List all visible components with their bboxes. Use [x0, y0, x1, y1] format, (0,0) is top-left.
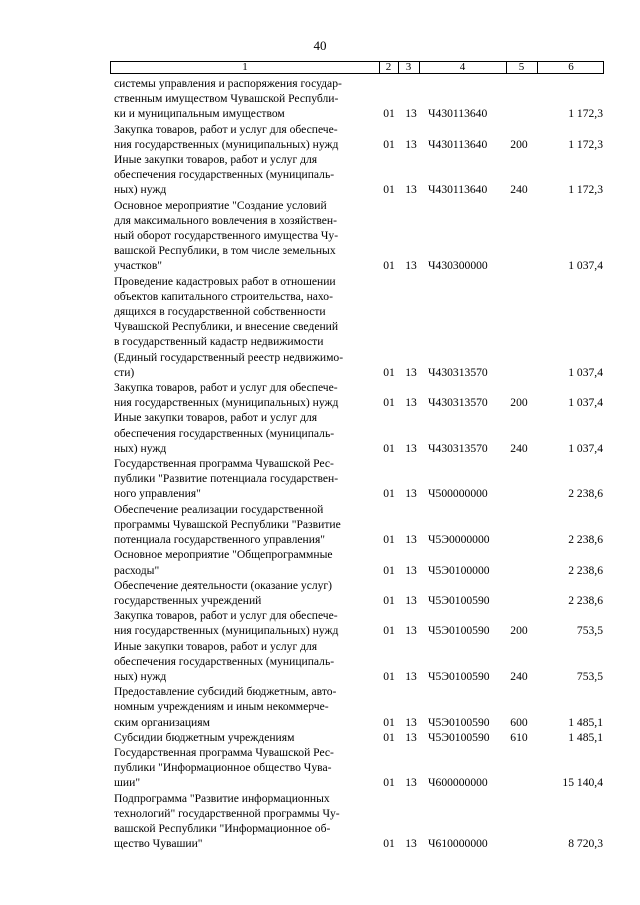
header-col-3: 3	[405, 61, 412, 73]
table-row	[0, 684, 640, 730]
table-row	[0, 380, 640, 410]
row-name-line: обеспечения государственных (муниципаль-	[114, 168, 335, 182]
target-article-code: Ч500000000	[428, 487, 488, 501]
row-name	[114, 198, 376, 274]
target-article-code: Ч5Э0100590	[428, 715, 490, 729]
target-article-code: Ч430313570	[428, 396, 488, 410]
table-row	[0, 578, 640, 608]
section-code: 01	[383, 259, 395, 273]
subsection-code: 13	[405, 776, 417, 790]
section-code: 01	[383, 730, 395, 744]
section-code: 01	[383, 563, 395, 577]
row-name	[114, 730, 376, 745]
section-code: 01	[383, 137, 395, 151]
row-name-line: государственных учреждений	[114, 593, 262, 607]
row-name-line: Иные закупки товаров, работ и услуг для	[114, 411, 318, 425]
amount: 2 238,6	[568, 487, 603, 501]
expense-type-code: 240	[510, 183, 528, 197]
row-name-line: ных) нужд	[114, 669, 167, 683]
table-row	[0, 198, 640, 274]
amount: 1 037,4	[568, 259, 603, 273]
row-name-line: системы управления и распоряжения государ-	[114, 77, 342, 90]
table-row	[0, 502, 640, 548]
section-code: 01	[383, 396, 395, 410]
row-name	[114, 578, 376, 608]
row-name	[114, 745, 376, 791]
section-code: 01	[383, 183, 395, 197]
amount: 1 172,3	[568, 137, 603, 151]
target-article-code: Ч610000000	[428, 837, 488, 851]
row-name-line: Закупка товаров, работ и услуг для обеспече-	[114, 122, 338, 136]
subsection-code: 13	[405, 730, 417, 744]
amount: 1 485,1	[568, 715, 603, 729]
row-name	[114, 791, 376, 852]
row-name-line: потенциала государственного управления"	[114, 533, 326, 547]
row-name-line: участков"	[114, 259, 163, 273]
expense-type-code: 200	[510, 624, 528, 638]
table-row	[0, 639, 640, 685]
row-name-line: вашской Республики "Информационное об-	[114, 821, 331, 835]
subsection-code: 13	[405, 624, 417, 638]
row-name-line: Обеспечение деятельности (оказание услуг)	[114, 578, 333, 592]
row-name-line: ного управления"	[114, 487, 201, 501]
row-name	[114, 547, 376, 577]
subsection-code: 13	[405, 107, 417, 121]
subsection-code: 13	[405, 365, 417, 379]
target-article-code: Ч5Э0100590	[428, 730, 490, 744]
expense-type-code: 240	[510, 441, 528, 455]
target-article-code: Ч430313570	[428, 441, 488, 455]
row-name-line: Иные закупки товаров, работ и услуг для	[114, 639, 318, 653]
header-col-5: 5	[518, 61, 525, 73]
target-article-code: Ч430300000	[428, 259, 488, 273]
amount: 1 172,3	[568, 107, 603, 121]
expense-type-code: 200	[510, 396, 528, 410]
page-number: 40	[313, 38, 327, 53]
section-code: 01	[383, 593, 395, 607]
table-row	[0, 791, 640, 852]
row-name-line: ния государственных (муниципальных) нужд	[114, 137, 339, 151]
row-name-line: Подпрограмма "Развитие информационных	[114, 791, 330, 805]
header-col-1: 1	[242, 61, 248, 73]
row-name-line: шии"	[114, 776, 141, 790]
subsection-code: 13	[405, 487, 417, 501]
row-name-line: для максимального вовлечения в хозяйствен-	[114, 213, 337, 227]
table-header	[110, 61, 604, 74]
subsection-code: 13	[405, 259, 417, 273]
subsection-code: 13	[405, 137, 417, 151]
row-name-line: Основное мероприятие "Создание условий	[114, 198, 327, 212]
amount: 2 238,6	[568, 533, 603, 547]
row-name	[114, 76, 376, 122]
header-col-4: 4	[459, 61, 466, 73]
row-name	[114, 502, 376, 548]
header-col-2: 2	[385, 61, 392, 73]
section-code: 01	[383, 776, 395, 790]
section-code: 01	[383, 487, 395, 501]
target-article-code: Ч5Э0100590	[428, 593, 490, 607]
row-name-line: Проведение кадастровых работ в отношении	[114, 274, 336, 288]
row-name-line: ским организациям	[114, 715, 210, 729]
amount: 1 037,4	[568, 396, 603, 410]
amount: 1 485,1	[568, 730, 603, 744]
row-name-line: программы Чувашской Республики "Развитие	[114, 517, 341, 531]
expense-type-code: 610	[510, 730, 528, 744]
amount: 15 140,4	[562, 776, 603, 790]
expense-type-code: 240	[510, 669, 528, 683]
section-code: 01	[383, 837, 395, 851]
row-name-line: номным учреждениям и иным некоммерче-	[114, 700, 329, 714]
row-name-line: Субсидии бюджетным учреждениям	[114, 730, 295, 744]
section-code: 01	[383, 669, 395, 683]
row-name-line: щество Чувашии"	[114, 837, 203, 851]
subsection-code: 13	[405, 593, 417, 607]
row-name	[114, 684, 376, 730]
amount: 753,5	[576, 669, 603, 683]
row-name-line: в государственный кадастр недвижимости	[114, 335, 324, 349]
row-name	[114, 274, 376, 380]
row-name-line: обеспечения государственных (муниципаль-	[114, 426, 335, 440]
row-name-line: публики "Развитие потенциала государствен-	[114, 472, 339, 486]
expense-type-code: 200	[510, 137, 528, 151]
section-code: 01	[383, 107, 395, 121]
row-name-line: ных) нужд	[114, 183, 167, 197]
row-name-line: ки и муниципальным имуществом	[114, 107, 285, 121]
row-name-line: дящихся в государственной собственности	[114, 305, 326, 319]
subsection-code: 13	[405, 715, 417, 729]
table-row	[0, 76, 640, 122]
target-article-code: Ч5Э0100590	[428, 624, 490, 638]
row-name-line: Государственная программа Чувашской Рес-	[114, 745, 334, 759]
subsection-code: 13	[405, 183, 417, 197]
table-row	[0, 456, 640, 502]
target-article-code: Ч5Э0100590	[428, 669, 490, 683]
table-row	[0, 410, 640, 456]
section-code: 01	[383, 441, 395, 455]
row-name	[114, 380, 376, 410]
row-name-line: Закупка товаров, работ и услуг для обеспече-	[114, 381, 338, 395]
subsection-code: 13	[405, 441, 417, 455]
amount: 1 037,4	[568, 365, 603, 379]
header-col-6: 6	[568, 61, 574, 73]
row-name-line: вашской Республики, в том числе земельных	[114, 244, 336, 258]
row-name-line: ния государственных (муниципальных) нужд	[114, 624, 339, 638]
target-article-code: Ч430113640	[428, 107, 488, 121]
target-article-code: Ч430113640	[428, 137, 488, 151]
target-article-code: Ч600000000	[428, 776, 488, 790]
subsection-code: 13	[405, 669, 417, 683]
row-name-line: объектов капитального строительства, нахо-	[114, 289, 333, 303]
amount: 8 720,3	[568, 837, 603, 851]
amount: 753,5	[576, 624, 603, 638]
row-name	[114, 410, 376, 456]
section-code: 01	[383, 365, 395, 379]
row-name	[114, 456, 376, 502]
target-article-code: Ч5Э0100000	[428, 563, 490, 577]
row-name-line: расходы"	[114, 563, 160, 577]
row-name-line: Обеспечение реализации государственной	[114, 502, 324, 516]
row-name-line: ния государственных (муниципальных) нужд	[114, 396, 339, 410]
expense-type-code: 600	[510, 715, 528, 729]
row-name-line: ственным имуществом Чувашской Республи-	[114, 92, 339, 106]
section-code: 01	[383, 624, 395, 638]
row-name-line: Государственная программа Чувашской Рес-	[114, 457, 334, 471]
amount: 1 172,3	[568, 183, 603, 197]
row-name	[114, 608, 376, 638]
row-name-line: Иные закупки товаров, работ и услуг для	[114, 153, 318, 167]
row-name-line: технологий" государственной программы Чу-	[114, 806, 340, 820]
row-name-line: ных) нужд	[114, 441, 167, 455]
row-name-line: Основное мероприятие "Общепрограммные	[114, 548, 333, 562]
section-code: 01	[383, 715, 395, 729]
table-row	[0, 152, 640, 198]
budget-table-body	[0, 76, 640, 851]
target-article-code: Ч5Э0000000	[428, 533, 490, 547]
target-article-code: Ч430113640	[428, 183, 488, 197]
row-name	[114, 639, 376, 685]
row-name-line: публики "Информационное общество Чува-	[114, 761, 332, 775]
table-row	[0, 608, 640, 638]
row-name-line: Предоставление субсидий бюджетным, авто-	[114, 685, 337, 699]
row-name-line: Закупка товаров, работ и услуг для обеспече-	[114, 609, 338, 623]
table-row	[0, 274, 640, 380]
amount: 2 238,6	[568, 593, 603, 607]
subsection-code: 13	[405, 533, 417, 547]
row-name-line: (Единый государственный реестр недвижимо-	[114, 350, 344, 364]
table-row	[0, 547, 640, 577]
row-name-line: сти)	[114, 365, 135, 379]
amount: 1 037,4	[568, 441, 603, 455]
table-row	[0, 745, 640, 791]
row-name-line: ный оборот государственного имущества Чу-	[114, 229, 339, 243]
table-row	[0, 122, 640, 152]
subsection-code: 13	[405, 563, 417, 577]
target-article-code: Ч430313570	[428, 365, 488, 379]
table-row	[0, 730, 640, 745]
amount: 2 238,6	[568, 563, 603, 577]
section-code: 01	[383, 533, 395, 547]
subsection-code: 13	[405, 837, 417, 851]
row-name	[114, 122, 376, 152]
subsection-code: 13	[405, 396, 417, 410]
row-name-line: обеспечения государственных (муниципаль-	[114, 654, 335, 668]
row-name-line: Чувашской Республики, и внесение сведений	[114, 320, 339, 334]
row-name	[114, 152, 376, 198]
